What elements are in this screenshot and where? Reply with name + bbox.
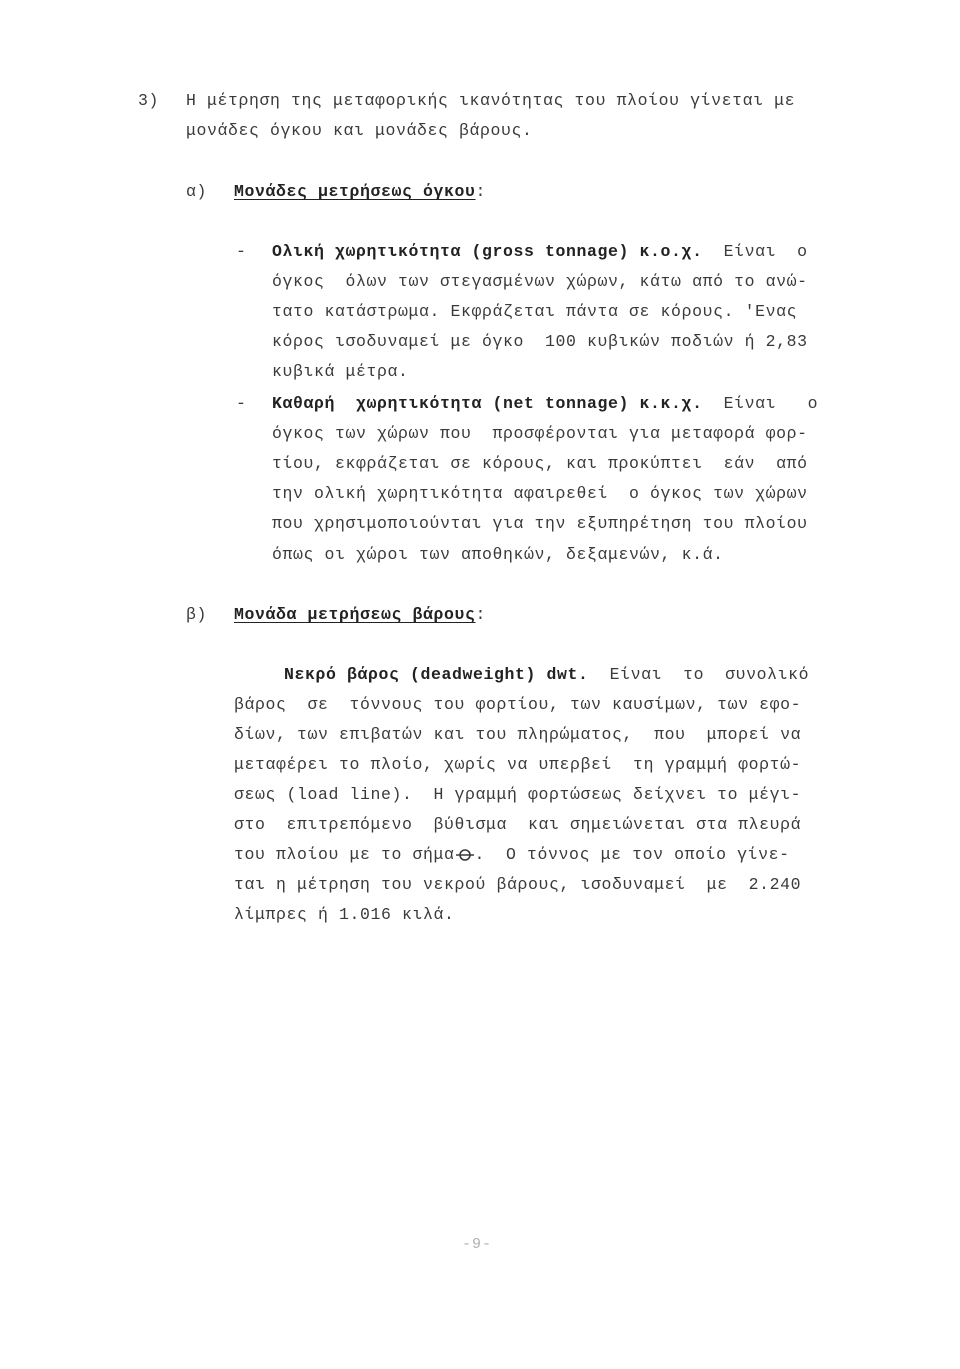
dwt-line-7-post: . Ο τόννος με τον οποίο γίνε- (474, 845, 790, 864)
part-a-heading: Μονάδες μετρήσεως όγκου (234, 182, 476, 201)
dwt-line-3: δίων, των επιβατών και του πληρώματος, που μπορεί να (234, 725, 802, 744)
dwt-line-4: μεταφέρει το πλοίο, χωρίς να υπερβεί τη γραμμή φορτώ- (234, 755, 802, 774)
dwt-line-8: ται η μέτρηση του νεκρού βάρους, ισοδυναμεί με 2.240 (234, 875, 802, 894)
net-line-1-rest: Είναι ο (723, 394, 819, 413)
gross-line-1 (272, 242, 808, 262)
net-dash: - (236, 394, 247, 413)
dwt-line-1-rest: Είναι το συνολικό (609, 665, 810, 684)
dwt-line-1 (284, 665, 809, 685)
intro-line-1: Η μέτρηση της μεταφορικής ικανότητας του πλοίου γίνεται με (186, 91, 796, 110)
dwt-line-7 (234, 845, 790, 865)
load-line-mark-icon (456, 848, 474, 862)
part-b-heading-wrap (234, 605, 486, 625)
part-a-colon: : (475, 182, 487, 201)
part-b-heading: Μονάδα μετρήσεως βάρους (234, 605, 476, 624)
net-line-1 (272, 394, 818, 414)
gross-line-3: τατο κατάστρωμα. Εκφράζεται πάντα σε κόρους. 'Ενας (272, 302, 798, 321)
section-number: 3) (138, 91, 160, 110)
gross-term: Ολική χωρητικότητα (gross tonnage) κ.ο.χ. (272, 242, 703, 261)
page-number: -9- (462, 1236, 493, 1253)
net-line-3: τίου, εκφράζεται σε κόρους, και προκύπτει εάν από (272, 454, 808, 473)
dwt-term: Νεκρό βάρος (deadweight) dwt. (284, 665, 589, 684)
intro-line-2: μονάδες όγκου και μονάδες βάρους. (186, 121, 533, 140)
net-line-6: όπως οι χώροι των αποθηκών, δεξαμενών, κ.ά. (272, 545, 724, 564)
gross-dash: - (236, 242, 247, 261)
net-term: Καθαρή χωρητικότητα (net tonnage) κ.κ.χ. (272, 394, 703, 413)
part-b-label: β) (186, 605, 208, 624)
net-line-2: όγκος των χώρων που προσφέρονται για μεταφορά φορ- (272, 424, 808, 443)
dwt-line-2: βάρος σε τόννους του φορτίου, των καυσίμων, των εφο- (234, 695, 802, 714)
dwt-line-5: σεως (load line). Η γραμμή φορτώσεως δείχνει το μέγι- (234, 785, 802, 804)
net-line-4: την ολική χωρητικότητα αφαιρεθεί ο όγκος των χώρων (272, 484, 808, 503)
dwt-line-6: στο επιτρεπόμενο βύθισμα και σημειώνεται στα πλευρά (234, 815, 802, 834)
gross-line-1-rest: Είναι ο (723, 242, 808, 261)
gross-line-5: κυβικά μέτρα. (272, 362, 409, 381)
dwt-line-9: λίμπρες ή 1.016 κιλά. (234, 905, 455, 924)
dwt-line-7-pre: του πλοίου με το σήμα (234, 845, 455, 864)
part-b-colon: : (475, 605, 487, 624)
gross-line-2: όγκος όλων των στεγασμένων χώρων, κάτω από το ανώ- (272, 272, 808, 291)
part-a-heading-wrap (234, 182, 486, 202)
net-line-5: που χρησιμοποιούνται για την εξυπηρέτηση του πλοίου (272, 514, 808, 533)
gross-line-4: κόρος ισοδυναμεί με όγκο 100 κυβικών ποδιών ή 2,83 (272, 332, 808, 351)
part-a-label: α) (186, 182, 208, 201)
